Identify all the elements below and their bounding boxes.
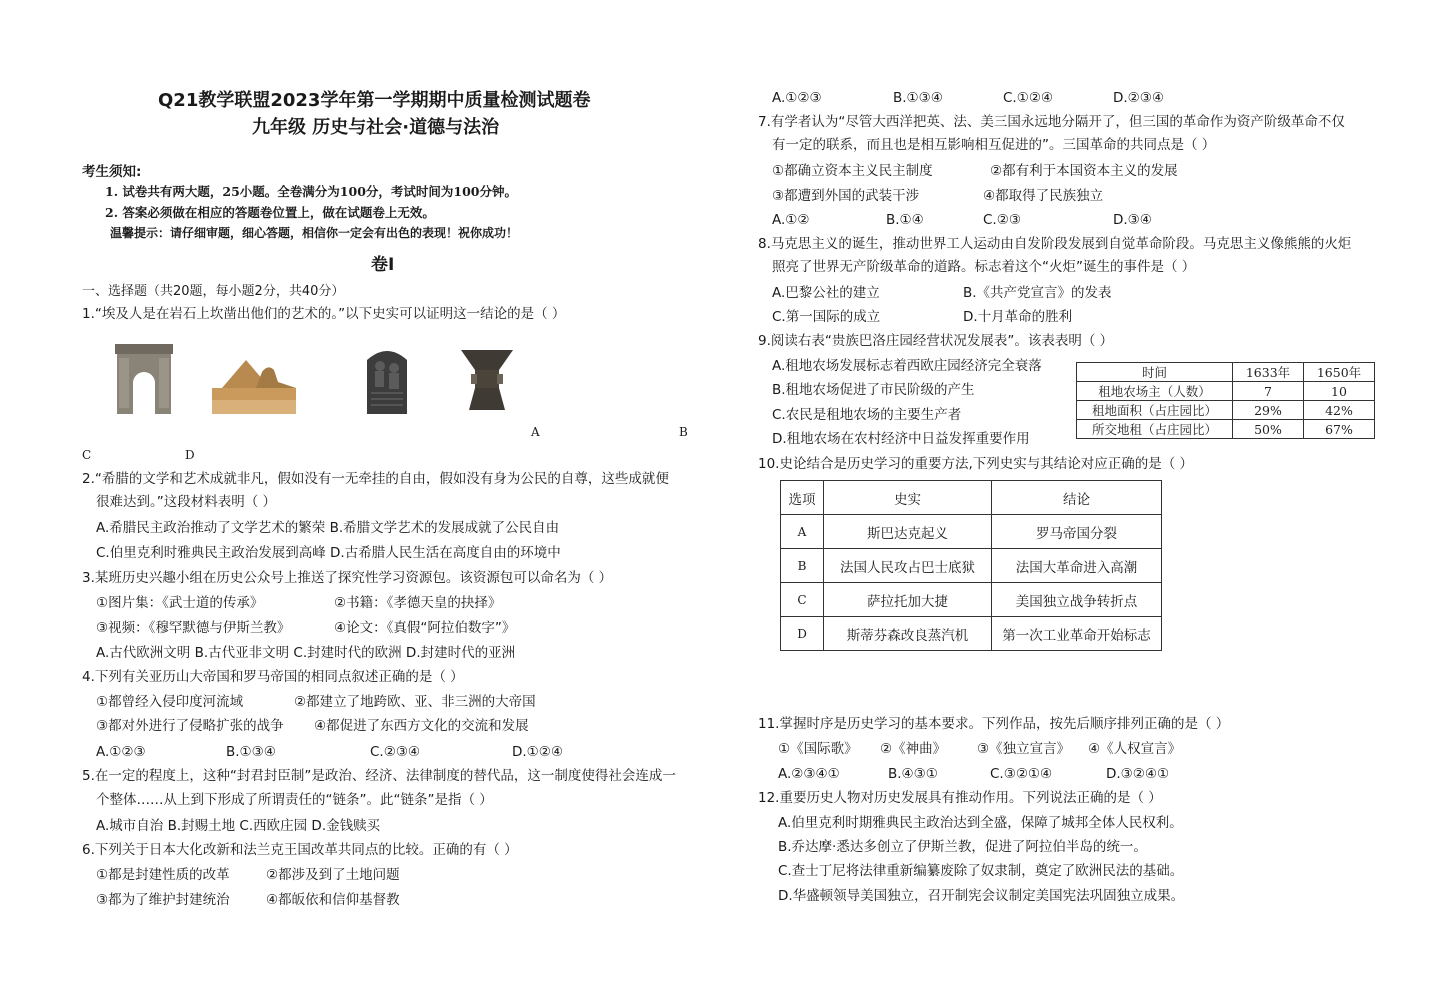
volume-heading: 卷Ⅰ [371, 255, 395, 275]
table-cell: 罗马帝国分裂 [992, 515, 1162, 549]
q6-option-a: A.①②③ [772, 90, 822, 106]
q8-option-c: C.第一国际的成立 [772, 309, 881, 325]
table-row [1077, 401, 1375, 420]
notice-item-2: 2. 答案必须做在相应的答题卷位置上，做在试题卷上无效。 [105, 205, 435, 220]
q7-item-2: ②都有利于本国资本主义的发展 [990, 163, 1178, 179]
section-heading: 一、选择题（共20题，每小题2分，共40分） [82, 284, 345, 299]
table-cell: D [781, 617, 824, 651]
q4-option-d: D.①②④ [512, 744, 563, 760]
q10-stem: 10.史论结合是历史学习的重要方法,下列史实与其结论对应正确的是（ ） [758, 456, 1194, 472]
q7-stem-line1: 7.有学者认为“尽管大西洋把英、法、美三国永远地分隔开了，但三国的革命作为资产阶级革命不仅 [758, 114, 1345, 130]
table-cell: 10 [1304, 382, 1375, 401]
table-cell: 法国人民攻占巴士底狱 [824, 549, 992, 583]
q2-stem-line2: 很难达到。”这段材料表明（ ） [96, 494, 277, 510]
q1-stem: 1.“埃及人是在岩石上坎凿出他们的艺术的。”以下史实可以证明这一结论的是（ ） [82, 306, 566, 322]
q3-item-1: ①图片集：《武士道的传承》 [96, 595, 264, 611]
q6-item-1: ①都是封建性质的改革 [96, 867, 230, 883]
notice-item-1: 1. 试卷共有两大题，25小题。全卷满分为100分，考试时间为100分钟。 [105, 184, 517, 199]
q2-stem-line1: 2.“希腊的文学和艺术成就非凡，假如没有一无牵挂的自由，假如没有身为公民的自尊，这些成就便 [82, 471, 669, 487]
q7-option-b: B.①④ [886, 212, 924, 228]
table-cell: 斯蒂芬森改良蒸汽机 [824, 617, 992, 651]
q8-option-a: A.巴黎公社的建立 [772, 285, 880, 301]
q9-option-b: B.租地农场促进了市民阶级的产生 [772, 382, 975, 398]
q4-option-b: B.①③④ [226, 744, 276, 760]
exam-subtitle: 九年级 历史与社会·道德与法治 [252, 117, 500, 138]
table-header-row [1077, 363, 1375, 382]
table-cell: 67% [1304, 420, 1375, 439]
q12-option-a: A.伯里克利时期雅典民主政治达到全盛，保障了城邦全体人民权利。 [778, 815, 1183, 831]
q1-label-d: D [185, 448, 195, 462]
table-row [1077, 420, 1375, 439]
q7-option-c: C.②③ [983, 212, 1021, 228]
exam-title: Q21教学联盟2023学年第一学期期中质量检测试题卷 [158, 90, 591, 111]
q8-option-b: B.《共产党宣言》的发表 [963, 285, 1112, 301]
q4-item-4: ④都促进了东西方文化的交流和发展 [314, 718, 529, 734]
table-cell: 租地面积（占庄园比） [1077, 401, 1233, 420]
table-cell: 42% [1304, 401, 1375, 420]
q11-option-b: B.④③① [888, 766, 938, 782]
table-cell: 租地农场主（人数） [1077, 382, 1233, 401]
q1-label-b: B [679, 425, 688, 439]
q5-stem-line1: 5.在一定的程度上，这种“封君封臣制”是政治、经济、法律制度的替代品，这一制度使得社会连成一 [82, 768, 676, 784]
table-cell: 法国大革命进入高潮 [992, 549, 1162, 583]
q6-option-b: B.①③④ [893, 90, 943, 106]
q4-item-2: ②都建立了地跨欧、亚、非三洲的大帝国 [294, 694, 536, 710]
hammurabi-stele-image [363, 346, 411, 414]
table-header-cell: 史实 [824, 481, 992, 515]
q12-option-d: D.华盛顿领导美国独立，召开制宪会议制定美国宪法巩固独立成果。 [778, 888, 1185, 904]
table-header-cell: 时间 [1077, 363, 1233, 382]
table-row [1077, 382, 1375, 401]
q11-stem: 11.掌握时序是历史学习的基本要求。下列作品，按先后顺序排列正确的是（ ） [758, 716, 1230, 732]
q11-item-3: ③《独立宣言》 [977, 741, 1071, 757]
q9-option-c: C.农民是租地农场的主要生产者 [772, 407, 962, 423]
q3-stem: 3.某班历史兴趣小组在历史公众号上推送了探究性学习资源包。该资源包可以命名为（ ） [82, 570, 613, 586]
q4-item-1: ①都曾经入侵印度河流域 [96, 694, 244, 710]
q6-stem: 6.下列关于日本大化改新和法兰克王国改革共同点的比较。正确的有（ ） [82, 842, 518, 858]
q11-item-1: ①《国际歌》 [778, 741, 858, 757]
q9-stem: 9.阅读右表“贵族巴洛庄园经营状况发展表”。该表表明（ ） [758, 333, 1114, 349]
q11-option-a: A.②③④① [778, 766, 840, 782]
q6-item-3: ③都为了维护封建统治 [96, 892, 230, 908]
table-cell: 美国独立战争转折点 [992, 583, 1162, 617]
arch-of-triumph-image [113, 340, 175, 414]
table-cell: 50% [1233, 420, 1304, 439]
q6-option-d: D.②③④ [1113, 90, 1164, 106]
q8-option-d: D.十月革命的胜利 [963, 309, 1073, 325]
q11-item-2: ②《神曲》 [880, 741, 947, 757]
manor-status-table [1076, 362, 1375, 439]
q7-item-3: ③都遭到外国的武装干涉 [772, 188, 920, 204]
table-row [781, 549, 1162, 583]
q12-option-c: C.查士丁尼将法律重新编纂废除了奴隶制，奠定了欧洲民法的基础。 [778, 863, 1184, 879]
q7-option-d: D.③④ [1113, 212, 1152, 228]
q9-option-a: A.租地农场发展标志着西欧庄园经济完全衰落 [772, 358, 1042, 374]
table-header-cell: 1633年 [1233, 363, 1304, 382]
table-header-cell: 1650年 [1304, 363, 1375, 382]
q5-stem-line2: 个整体……从上到下形成了所谓责任的“链条”。此“链条”是指（ ） [96, 792, 493, 808]
table-cell: 7 [1233, 382, 1304, 401]
table-row [781, 583, 1162, 617]
table-header-row [781, 481, 1162, 515]
q6-option-c: C.①②④ [1003, 90, 1054, 106]
table-cell: 29% [1233, 401, 1304, 420]
q3-item-3: ③视频：《穆罕默德与伊斯兰教》 [96, 620, 291, 636]
q11-option-d: D.③②④① [1106, 766, 1170, 782]
q7-stem-line2: 有一定的联系，而且也是相互影响相互促进的”。三国革命的共同点是（ ） [772, 137, 1216, 153]
q11-option-c: C.③②①④ [990, 766, 1053, 782]
q4-option-c: C.②③④ [370, 744, 421, 760]
table-cell: 第一次工业革命开始标志 [992, 617, 1162, 651]
q1-label-c: C [82, 448, 92, 462]
table-header-cell: 选项 [781, 481, 824, 515]
q9-option-d: D.租地农场在农村经济中日益发挥重要作用 [772, 431, 1030, 447]
q2-options-1: A.希腊民主政治推动了文学艺术的繁荣 B.希腊文学艺术的发展成就了公民自由 [96, 520, 560, 536]
table-cell: 斯巴达克起义 [824, 515, 992, 549]
q4-option-a: A.①②③ [96, 744, 146, 760]
q3-item-2: ②书籍：《孝德天皇的抉择》 [334, 595, 502, 611]
q2-options-2: C.伯里克利时雅典民主政治发展到高峰 D.古希腊人民生活在高度自由的环境中 [96, 545, 561, 561]
q7-item-4: ④都取得了民族独立 [983, 188, 1104, 204]
q6-item-4: ④都皈依和信仰基督教 [266, 892, 400, 908]
great-sphinx-image [212, 352, 296, 414]
q11-item-4: ④《人权宣言》 [1088, 741, 1182, 757]
q5-options: A.城市自治 B.封赐土地 C.西欧庄园 D.金钱赎买 [96, 818, 381, 834]
table-row [781, 617, 1162, 651]
q7-item-1: ①都确立资本主义民主制度 [772, 163, 933, 179]
q12-option-b: B.乔达摩·悉达多创立了伊斯兰教，促进了阿拉伯半岛的统一。 [778, 839, 1147, 855]
table-cell: 所交地租（占庄园比） [1077, 420, 1233, 439]
table-cell: 萨拉托加大捷 [824, 583, 992, 617]
warm-tip: 温馨提示：请仔细审题，细心答题，相信你一定会有出色的表现！祝你成功！ [110, 226, 519, 240]
q4-item-3: ③都对外进行了侵略扩张的战争 [96, 718, 284, 734]
q3-item-4: ④论文：《真假“阿拉伯数字”》 [334, 620, 516, 636]
history-conclusion-table [780, 480, 1162, 651]
q8-stem-line2: 照亮了世界无产阶级革命的道路。标志着这个“火炬”诞生的事件是（ ） [772, 259, 1196, 275]
q8-stem-line1: 8.马克思主义的诞生，推动世界工人运动由自发阶段发展到自觉革命阶段。马克思主义像熊熊的火炬 [758, 236, 1352, 252]
table-header-cell: 结论 [992, 481, 1162, 515]
table-row [781, 515, 1162, 549]
q6-item-2: ②都涉及到了土地问题 [266, 867, 400, 883]
q7-option-a: A.①② [772, 212, 810, 228]
q3-options: A.古代欧洲文明 B.古代亚非文明 C.封建时代的欧洲 D.封建时代的亚洲 [96, 645, 516, 661]
table-cell: C [781, 583, 824, 617]
q4-stem: 4.下列有关亚历山大帝国和罗马帝国的相同点叙述正确的是（ ） [82, 669, 464, 685]
table-cell: B [781, 549, 824, 583]
q12-stem: 12.重要历史人物对历史发展具有推动作用。下列说法正确的是（ ） [758, 790, 1162, 806]
q1-label-a: A [531, 425, 540, 439]
bronze-zun-image [459, 346, 515, 412]
notice-label: 考生须知: [82, 164, 142, 180]
table-cell: A [781, 515, 824, 549]
